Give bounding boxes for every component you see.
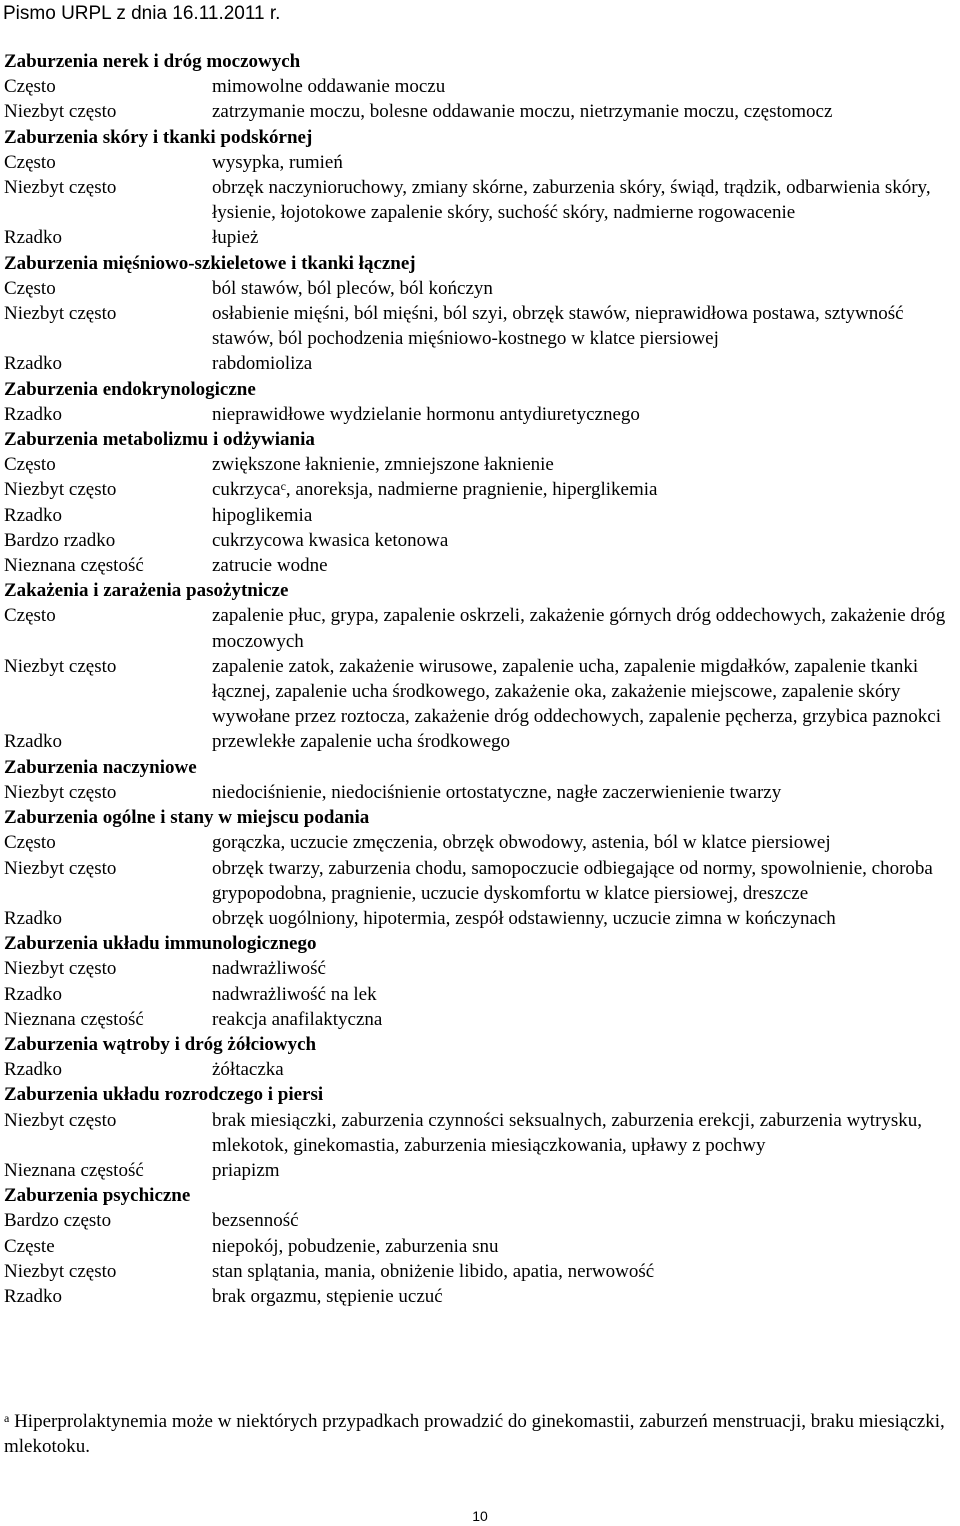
effects-main: nadwrażliwość [212, 958, 326, 980]
effects-text [212, 175, 956, 225]
frequency-label: Niezbyt często [4, 1109, 117, 1131]
effect-row [4, 1284, 956, 1309]
effect-row [4, 780, 956, 805]
effects-text [212, 1208, 956, 1233]
effects-main: obrzęk uogólniony, hipotermia, zespół odstawienny, uczucie zimna w kończynach [212, 907, 836, 929]
effect-row [4, 982, 956, 1007]
effect-row [4, 301, 956, 351]
effects-text [212, 830, 956, 855]
effects-main: bezsenność [212, 1210, 299, 1232]
effects-text [212, 528, 956, 553]
effect-row [4, 1259, 956, 1284]
frequency-label: Niezbyt często [4, 857, 117, 879]
effects-main: hipoglikemia [212, 504, 313, 526]
effect-row [4, 452, 956, 477]
frequency-label: Nieznana częstość [4, 555, 144, 577]
frequency-label: Nieznana częstość [4, 1008, 144, 1030]
effects-text [212, 402, 956, 427]
effect-row [4, 603, 956, 653]
frequency-label: Niezbyt często [4, 303, 117, 325]
effects-main: nadwrażliwość na lek [212, 983, 377, 1005]
frequency-label: Rzadko [4, 983, 63, 1005]
effects-text [212, 1158, 956, 1183]
effects-main: brak miesiączki, zaburzenia czynności seksualnych, zaburzenia erekcji, zaburzenia wytrysku, mlekotok, ginekomastia, zaburzenia miesiączkowania, upławy z pochwy [212, 1109, 923, 1156]
frequency-label: Rzadko [4, 353, 63, 375]
section-title: Zakażenia i zarażenia pasożytnicze [4, 580, 289, 602]
effects-text [212, 982, 956, 1007]
frequency-label: Często [4, 151, 56, 173]
frequency-label: Niezbyt często [4, 958, 117, 980]
effect-row [4, 351, 956, 376]
frequency-label: Rzadko [4, 403, 63, 425]
effect-row [4, 729, 956, 754]
effects-text [212, 452, 956, 477]
effect-row [4, 1234, 956, 1259]
section-title: Zaburzenia naczyniowe [4, 756, 197, 778]
effects-main: nieprawidłowe wydzielanie hormonu antydiuretycznego [212, 403, 640, 425]
effects-main: zatrucie wodne [212, 555, 328, 577]
frequency-label: Rzadko [4, 1059, 63, 1081]
effect-row [4, 225, 956, 250]
effects-text [212, 654, 956, 730]
effect-row [4, 1208, 956, 1233]
frequency-label: Często [4, 76, 56, 98]
frequency-label: Niezbyt często [4, 655, 117, 677]
effects-main: zapalenie płuc, grypa, zapalenie oskrzeli, zakażenie górnych dróg oddechowych, zakażenie dróg moczowych [212, 605, 946, 652]
effects-main: ból stawów, ból pleców, ból kończyn [212, 277, 493, 299]
effects-text [212, 74, 956, 99]
section-title: Zaburzenia ogólne i stany w miejscu podania [4, 807, 370, 829]
effects-text [212, 150, 956, 175]
effect-row [4, 956, 956, 981]
effect-row [4, 1158, 956, 1183]
effect-row [4, 402, 956, 427]
section-title: Zaburzenia psychiczne [4, 1185, 191, 1207]
effects-main: gorączka, uczucie zmęczenia, obrzęk obwodowy, astenia, ból w klatce piersiowej [212, 832, 831, 854]
effect-row [4, 528, 956, 553]
effect-row [4, 276, 956, 301]
effects-text [212, 276, 956, 301]
effects-text [212, 906, 956, 931]
frequency-label: Rzadko [4, 1285, 63, 1307]
section-title: Zaburzenia endokrynologiczne [4, 378, 256, 400]
adverse-effects-list [4, 49, 956, 1309]
effects-main: wysypka, rumień [212, 151, 343, 173]
effects-text [212, 780, 956, 805]
effect-row [4, 1057, 956, 1082]
effect-row [4, 1108, 956, 1158]
section-title: Zaburzenia wątroby i dróg żółciowych [4, 1033, 317, 1055]
effects-text [212, 1108, 956, 1158]
effects-main: niepokój, pobudzenie, zaburzenia snu [212, 1235, 499, 1257]
frequency-label: Rzadko [4, 731, 63, 753]
effect-row [4, 856, 956, 906]
effects-text [212, 553, 956, 578]
effects-main: przewlekłe zapalenie ucha środkowego [212, 731, 511, 753]
effects-text [212, 99, 956, 124]
effects-main: osłabienie mięśni, ból mięśni, ból szyi, obrzęk stawów, nieprawidłowa postawa, sztywność stawów, ból pochodzenia mięśniowo-kostnego w klatce piersiowej [212, 303, 904, 350]
effects-main: zapalenie zatok, zakażenie wirusowe, zapalenie ucha, zapalenie migdałków, zapalenie tkanki łącznej, zapalenie ucha środkowego, zakażenie oka, zakażenie miejscowe, zapalenie skóry wywołane przez roztocza, zakażenie dróg oddechowych, zapalenie pęcherza, grzybica paznokci [212, 655, 941, 728]
effects-text [212, 225, 956, 250]
letter-header: Pismo URPL z dnia 16.11.2011 r. [3, 3, 281, 24]
effect-row [4, 830, 956, 855]
section-title: Zaburzenia metabolizmu i odżywiania [4, 429, 315, 451]
section-title: Zaburzenia układu immunologicznego [4, 933, 317, 955]
effects-text [212, 603, 956, 653]
frequency-label: Bardzo często [4, 1210, 112, 1232]
frequency-label: Częste [4, 1235, 55, 1257]
effects-main: zwiększone łaknienie, zmniejszone łaknienie [212, 454, 554, 476]
effects-main: obrzęk twarzy, zaburzenia chodu, samopoczucie odbiegające od normy, spowolnienie, choroba grypopodobna, pragnienie, uczucie dyskomfortu w klatce piersiowej, dreszcze [212, 857, 933, 904]
effect-row [4, 503, 956, 528]
frequency-label: Niezbyt często [4, 781, 117, 803]
section-title: Zaburzenia skóry i tkanki podskórnej [4, 126, 313, 148]
effects-text [212, 729, 956, 754]
frequency-label: Często [4, 277, 56, 299]
effects-text [212, 1007, 956, 1032]
effects-text [212, 503, 956, 528]
effects-text [212, 477, 956, 502]
frequency-label: Rzadko [4, 227, 63, 249]
effects-main: rabdomioliza [212, 353, 313, 375]
effects-superscript: c [280, 479, 286, 494]
effects-text [212, 956, 956, 981]
footnote [4, 1409, 954, 1459]
frequency-label: Często [4, 454, 56, 476]
effect-row [4, 150, 956, 175]
footnote-marker: a [4, 1411, 10, 1425]
effect-row [4, 1007, 956, 1032]
effects-text [212, 1057, 956, 1082]
effects-main: żółtaczka [212, 1059, 284, 1081]
effect-row [4, 553, 956, 578]
effects-main: niedociśnienie, niedociśnienie ortostatyczne, nagłe zaczerwienienie twarzy [212, 781, 782, 803]
effects-text [212, 351, 956, 376]
effects-main: cukrzyca [212, 479, 281, 501]
effects-main: łupież [212, 227, 259, 249]
effects-main: stan splątania, mania, obniżenie libido, apatia, nerwowość [212, 1260, 655, 1282]
effect-row [4, 74, 956, 99]
effects-continued: , anoreksja, nadmierne pragnienie, hiperglikemia [285, 479, 658, 501]
effects-main: brak orgazmu, stępienie uczuć [212, 1285, 443, 1307]
effect-row [4, 654, 956, 730]
effects-main: mimowolne oddawanie moczu [212, 76, 446, 98]
section-title: Zaburzenia mięśniowo-szkieletowe i tkanki łącznej [4, 252, 416, 274]
effects-text [212, 1234, 956, 1259]
section-title: Zaburzenia nerek i dróg moczowych [4, 51, 301, 72]
frequency-label: Niezbyt często [4, 479, 117, 501]
frequency-label: Nieznana częstość [4, 1159, 144, 1181]
frequency-label: Rzadko [4, 907, 63, 929]
effects-main: obrzęk naczynioruchowy, zmiany skórne, zaburzenia skóry, świąd, trądzik, odbarwienia skóry, łysienie, łojotokowe zapalenie skóry, suchość skóry, nadmierne rogowacenie [212, 177, 931, 224]
frequency-label: Niezbyt często [4, 1260, 117, 1282]
effects-main: reakcja anafilaktyczna [212, 1008, 383, 1030]
footnote-text: Hiperprolaktynemia może w niektórych przypadkach prowadzić do ginekomastii, zaburzeń menstruacji, braku miesiączki, mlekotoku. [4, 1411, 945, 1457]
effects-text [212, 301, 956, 351]
frequency-label: Rzadko [4, 504, 63, 526]
effects-main: priapizm [212, 1159, 280, 1181]
effects-main: cukrzycowa kwasica ketonowa [212, 529, 449, 551]
frequency-label: Niezbyt często [4, 101, 117, 123]
effects-text [212, 1284, 956, 1309]
effect-row [4, 906, 956, 931]
frequency-label: Często [4, 605, 56, 627]
effect-row [4, 477, 956, 502]
page-number: 10 [472, 1508, 488, 1524]
effects-text [212, 1259, 956, 1284]
effect-row [4, 99, 956, 124]
frequency-label: Niezbyt często [4, 177, 117, 199]
frequency-label: Bardzo rzadko [4, 529, 116, 551]
frequency-label: Często [4, 832, 56, 854]
effect-row [4, 175, 956, 225]
effects-main: zatrzymanie moczu, bolesne oddawanie moczu, nietrzymanie moczu, częstomocz [212, 101, 833, 123]
section-title: Zaburzenia układu rozrodczego i piersi [4, 1084, 324, 1106]
effects-text [212, 856, 956, 906]
